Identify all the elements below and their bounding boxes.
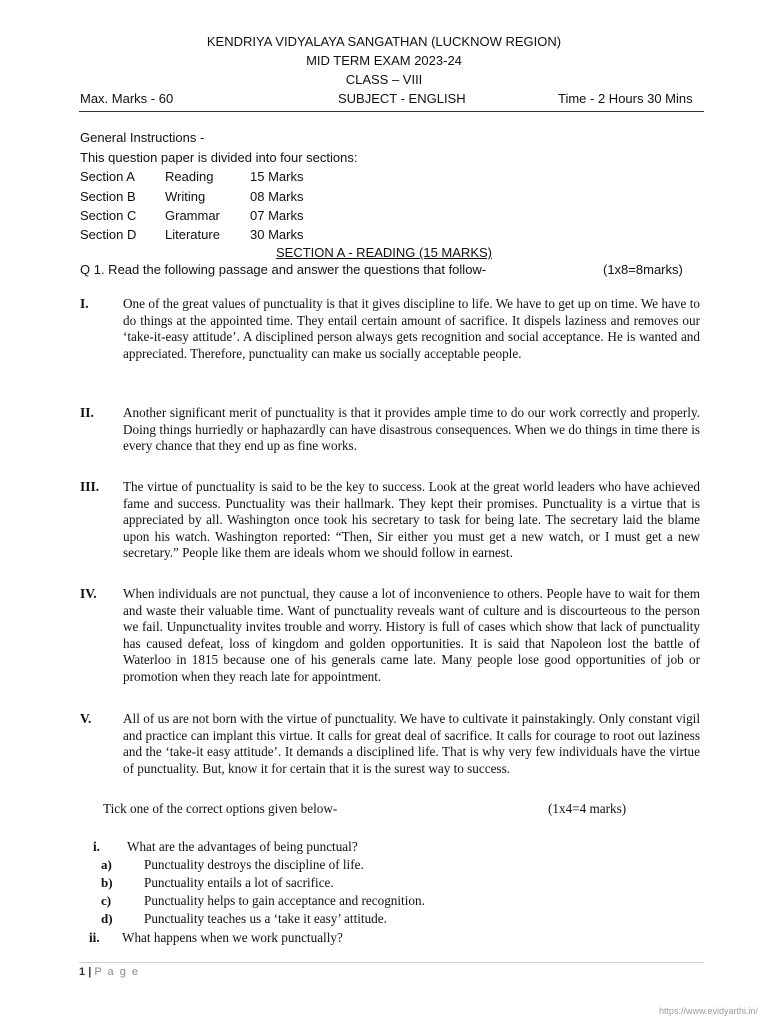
section-a-heading: SECTION A - READING (15 MARKS) [276,245,492,260]
paragraph-text: The virtue of punctuality is said to be the key to success. Look at the great world leaders who have achieved fame and success. Punctuality was their hallmark. They kept their promises. Punctuality is a virtue that is appreciated by all. Washington once took his secretary to task for being late. The secretary laid the blame upon his watch. Washington reported: “Then, Sir either you must get a new watch, or I must get a new secretary.” People like them are ideals whom we should follow in earnest. [123,479,700,561]
paragraph-text: All of us are not born with the virtue of punctuality. We have to cultivate it painstakingly. Only constant vigil and practice can implant this virtue. It calls for great deal of sacrifice. It calls for courage to root out laziness and the ‘take-it easy attitude’. It demands a disciplined life. That is why very few individuals have the virtue of punctuality. But, know it for certain that it is the surest way to success. [123,711,700,776]
instructions-intro: This question paper is divided into four sections: [80,150,358,165]
paragraph-text: When individuals are not punctual, they cause a lot of inconvenience to others. People have to wait for them and waste their valuable time. Want of punctuality reveals want of culture and is discourteous to the person we fail. Unpunctuality invites trouble and worry. History is full of cases which show that lack of punctuality has caused defeat, loss of kingdom and golden opportunities. It is said that Napoleon lost the battle of Waterloo in 1815 because one of his generals came late. Many people lose good opportunities of job or promotion when they reach late for appointment. [123,586,700,684]
section-marks: 30 Marks [250,227,304,242]
section-name: Reading [165,169,214,184]
section-name: Grammar [165,208,220,223]
exam-class: CLASS – VIII [345,72,423,87]
question-number: ii. [89,930,100,945]
section-marks: 15 Marks [250,169,304,184]
section-name: Literature [165,227,220,242]
section-name: Writing [165,189,206,204]
paragraph-number: IV. [80,586,97,601]
passage-paragraph [80,586,700,686]
question-number: i. [93,839,100,854]
option-text[interactable]: Punctuality helps to gain acceptance and recognition. [144,893,425,908]
watermark-url: https://www.evidyarthi.in/ [658,1006,758,1016]
section-marks: 08 Marks [250,189,304,204]
footer-divider [79,962,704,963]
tick-instruction: Tick one of the correct options given below- [103,801,338,816]
header-divider [79,111,704,112]
page-separator: | [88,966,92,978]
page-label: P a g e [94,966,140,978]
option-letter: c) [101,893,112,908]
passage-paragraph [80,711,700,777]
instructions-title: General Instructions - [80,130,205,145]
tick-marks: (1x4=4 marks) [548,801,627,816]
option-text[interactable]: Punctuality destroys the discipline of life. [144,857,364,872]
question-text: What are the advantages of being punctual? [127,839,358,854]
page-footer [79,966,140,978]
option-letter: a) [101,857,112,872]
paragraph-number: III. [80,479,100,494]
section-label: Section C [80,208,137,223]
question-1-marks: (1x8=8marks) [603,262,683,277]
exam-title: MID TERM EXAM 2023-24 [306,53,462,68]
section-marks: 07 Marks [250,208,304,223]
page-number: 1 [79,966,86,978]
max-marks: Max. Marks - 60 [80,91,174,106]
subject: SUBJECT - ENGLISH [338,91,466,106]
paragraph-text: One of the great values of punctuality is that it gives discipline to life. We have to get up on time. We have to do things at the appointed time. They entail certain amount of sacrifice. It dispels laziness and removes our ‘take-it-easy attitude’. A disciplined person always gets recognition and social acceptance. He is wanted and appreciated. Therefore, punctuality can make us socially acceptable people. [123,296,700,361]
paragraph-number: II. [80,405,94,420]
exam-time: Time - 2 Hours 30 Mins [558,91,693,106]
passage-paragraph [80,296,700,362]
passage-paragraph [80,405,700,455]
paragraph-text: Another significant merit of punctuality is that it provides ample time to do our work correctly and properly. Doing things hurriedly or haphazardly can have disastrous consequences. When we do things in time there is every chance that they end up as fine works. [123,405,700,454]
paragraph-number: I. [80,296,89,311]
question-1-prompt: Q 1. Read the following passage and answer the questions that follow- [80,262,487,277]
section-label: Section A [80,169,135,184]
section-label: Section B [80,189,136,204]
exam-organization: KENDRIYA VIDYALAYA SANGATHAN (LUCKNOW REGION) [206,34,562,49]
option-text[interactable]: Punctuality teaches us a ‘take it easy’ attitude. [144,911,387,926]
option-letter: d) [101,911,113,926]
paragraph-number: V. [80,711,92,726]
passage-paragraph [80,479,700,562]
question-text: What happens when we work punctually? [122,930,343,945]
section-label: Section D [80,227,137,242]
option-text[interactable]: Punctuality entails a lot of sacrifice. [144,875,334,890]
option-letter: b) [101,875,113,890]
